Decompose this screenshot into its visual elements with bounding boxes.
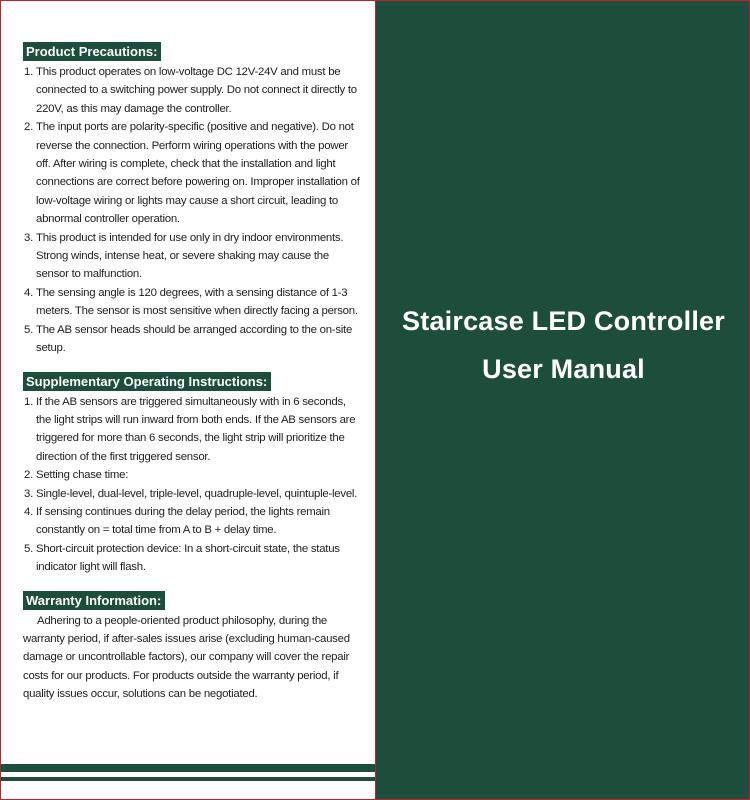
list-item: 4. The sensing angle is 120 degrees, with a sensing distance of 1-3 meters. The sensor is most sensitive when directly facing a person. [24, 286, 358, 318]
cover-title-line2: User Manual [482, 354, 645, 384]
list-item: 2. Setting chase time: [24, 469, 129, 482]
list-item: 5. Short-circuit protection device: In a short-circuit state, the status indicator light will flash. [24, 542, 340, 574]
precautions-list [23, 63, 361, 358]
cover-page [375, 0, 750, 800]
list-item: 1. This product operates on low-voltage DC 12V-24V and must be connected to a switching power supply. Do not connect it directly to 220V, as this may damage the controller. [24, 66, 357, 115]
list-item: 5. The AB sensor heads should be arranged according to the on-site setup. [24, 323, 353, 355]
precautions-heading: Product Precautions: [23, 42, 161, 61]
supplementary-list [23, 393, 361, 577]
manual-content [23, 42, 361, 718]
cover-title-line1: Staircase LED Controller [402, 306, 725, 336]
supplementary-heading: Supplementary Operating Instructions: [23, 372, 271, 391]
cover-title [376, 299, 750, 391]
precautions-section [23, 42, 361, 358]
list-item: 2. The input ports are polarity-specific (positive and negative). Do not reverse the connection. Perform wiring operations with the power off. After wiring is complete, check that the installation and light connections are correct before powering on. Improper installation of low-voltage wiring or lights may cause a short circuit, leading to abnormal controller operation. [24, 121, 360, 226]
footer-stripe-thin [1, 777, 376, 781]
list-item: 3. Single-level, dual-level, triple-level, quadruple-level, quintuple-level. [24, 487, 358, 500]
warranty-heading: Warranty Information: [23, 591, 165, 610]
warranty-text: Adhering to a people-oriented product philosophy, during the warranty period, if after-sales issues arise (excluding human-caused damage or uncontrollable factors), our company will cover the repair costs for our products. For products outside the warranty period, if quality issues occur, solutions can be negotiated. [23, 614, 350, 701]
list-item: 1. If the AB sensors are triggered simultaneously with in 6 seconds, the light strips will run inward from both ends. If the AB sensors are triggered for more than 6 seconds, the light strip will prioritize the direction of the first triggered sensor. [24, 395, 356, 463]
list-item: 4. If sensing continues during the delay period, the lights remain constantly on = total time from A to B + delay time. [24, 505, 330, 537]
warranty-section [23, 591, 361, 704]
footer-stripe-thick [1, 764, 376, 772]
supplementary-section [23, 372, 361, 577]
list-item: 3. This product is intended for use only in dry indoor environments. Strong winds, intense heat, or severe shaking may cause the sensor to malfunction. [24, 231, 344, 281]
